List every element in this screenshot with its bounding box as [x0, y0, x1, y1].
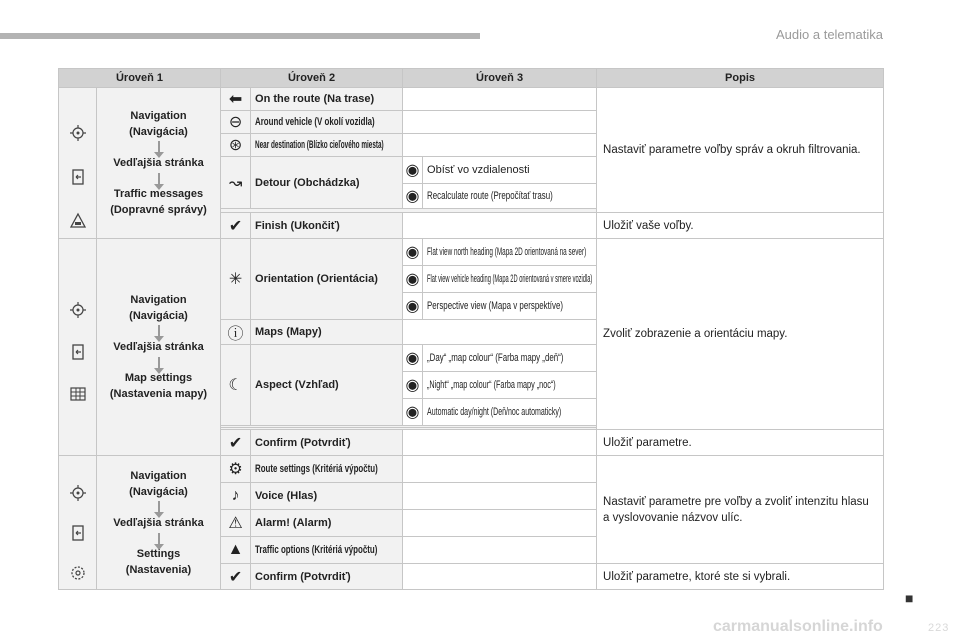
watermark: carmanualsonline.info: [713, 618, 883, 635]
traffic-warning-icon: [69, 212, 87, 230]
down-arrow-icon: [158, 357, 160, 369]
level1-cell: [97, 239, 221, 456]
radio-option-icon[interactable]: ◉: [403, 184, 423, 209]
option-item[interactable]: Recalculate route (Prepočítať trasu): [423, 184, 597, 209]
level1-secondary: Vedľajšia stránka: [113, 157, 204, 169]
level1-submenu-en: Settings: [136, 547, 181, 560]
destination-icon: ⊛: [221, 134, 251, 157]
level1-nav-en: Navigation: [130, 294, 187, 306]
description: Nastaviť parametre pre voľby a zvoliť intenzitu hlasu a vyslovovanie názvov ulíc.: [597, 456, 884, 564]
level1-submenu-en: Traffic messages: [113, 188, 204, 200]
level1-nav-sk: (Navigácia): [129, 485, 188, 498]
level1-secondary: Vedľajšia stránka: [113, 516, 204, 529]
radio-option-icon[interactable]: ◉: [403, 399, 423, 426]
level1-submenu-sk: (Nastavenia): [125, 563, 192, 576]
menu-item[interactable]: Route settings (Kritériá výpočtu): [251, 456, 403, 483]
info-icon: ⓘ: [221, 320, 251, 345]
radio-option-icon[interactable]: ◉: [403, 157, 423, 184]
menu-item[interactable]: Near destination (Blízko cieľového miesta): [251, 134, 403, 157]
radio-option-icon[interactable]: ◉: [403, 372, 423, 399]
option-item[interactable]: „Night“ „map colour“ (Farba mapy „noc“): [423, 372, 597, 399]
level1-icons: [59, 456, 97, 590]
checkmark-icon: ✔: [221, 564, 251, 590]
menu-item[interactable]: Confirm (Potvrdiť): [251, 564, 403, 590]
level1-submenu-sk: (Dopravné správy): [110, 204, 207, 216]
down-arrow-icon: [158, 141, 160, 153]
navigation-target-icon: [69, 484, 87, 502]
description: Uložiť parametre.: [597, 430, 884, 456]
voice-icon: ♪: [221, 483, 251, 510]
menu-item[interactable]: Alarm! (Alarm): [251, 510, 403, 537]
menu-table: [58, 68, 884, 590]
menu-item[interactable]: Around vehicle (V okolí vozidla): [251, 111, 403, 134]
option-item[interactable]: Flat view vehicle heading (Mapa 2D orientovaná v smere vozidla): [423, 266, 597, 293]
top-rule: [0, 33, 480, 39]
map-grid-icon: [69, 385, 87, 403]
column-header: Popis: [597, 69, 884, 88]
route-settings-icon: ⚙: [221, 456, 251, 483]
option-item[interactable]: Automatic day/night (Deň/noc automaticky): [423, 399, 597, 426]
menu-item[interactable]: Orientation (Orientácia): [251, 239, 403, 320]
level1-icons: [59, 239, 97, 456]
level1-nav-en: Navigation: [130, 110, 187, 122]
description: Nastaviť parametre voľby správ a okruh filtrovania.: [597, 88, 884, 213]
back-arrow-icon: [69, 524, 87, 542]
menu-item[interactable]: On the route (Na trase): [251, 88, 403, 111]
option-item[interactable]: Perspective view (Mapa v perspektíve): [423, 293, 597, 320]
level1-icons: [59, 88, 97, 239]
down-arrow-icon: [158, 173, 160, 185]
page-number: 223: [928, 622, 950, 634]
back-arrow-icon: [69, 168, 87, 186]
column-header: Úroveň 2: [221, 69, 403, 88]
back-arrow-icon: [69, 343, 87, 361]
route-icon: ⬅: [221, 88, 251, 111]
radio-option-icon[interactable]: ◉: [403, 239, 423, 266]
table-row: [59, 456, 884, 483]
menu-item[interactable]: Voice (Hlas): [251, 483, 403, 510]
menu-item[interactable]: Aspect (Vzhľad): [251, 345, 403, 426]
down-arrow-icon: [158, 325, 160, 337]
column-header: Úroveň 3: [403, 69, 597, 88]
column-header: Úroveň 1: [59, 69, 221, 88]
menu-item[interactable]: Finish (Ukončiť): [251, 213, 403, 239]
down-arrow-icon: [158, 533, 160, 545]
level1-nav-sk: (Navigácia): [129, 126, 188, 138]
level1-secondary: Vedľajšia stránka: [113, 341, 204, 353]
detour-icon: ↝: [221, 157, 251, 209]
radio-option-icon[interactable]: ◉: [403, 266, 423, 293]
level1-nav-sk: (Navigácia): [129, 310, 188, 322]
checkmark-icon: ✔: [221, 430, 251, 456]
table-header-row: [59, 69, 884, 88]
navigation-target-icon: [69, 301, 87, 319]
corner-marker: ■: [905, 590, 914, 606]
description: Zvoliť zobrazenie a orientáciu mapy.: [597, 239, 884, 430]
menu-item[interactable]: Confirm (Potvrdiť): [251, 430, 403, 456]
radio-option-icon[interactable]: ◉: [403, 345, 423, 372]
option-item[interactable]: Flat view north heading (Mapa 2D orientovaná na sever): [423, 239, 597, 266]
table-row: [59, 239, 884, 266]
level1-submenu-sk: (Nastavenia mapy): [109, 388, 208, 400]
menu-item[interactable]: Maps (Mapy): [251, 320, 403, 345]
down-arrow-icon: [158, 501, 160, 513]
orientation-icon: ✳: [221, 239, 251, 320]
level1-submenu-en: Map settings: [124, 372, 193, 384]
vehicle-icon: ⊖: [221, 111, 251, 134]
chapter-title: Audio a telematika: [776, 27, 883, 42]
settings-gear-icon: [69, 564, 87, 582]
radio-option-icon[interactable]: ◉: [403, 293, 423, 320]
table-row: [59, 88, 884, 111]
menu-item[interactable]: Traffic options (Kritériá výpočtu): [251, 537, 403, 564]
checkmark-icon: ✔: [221, 213, 251, 239]
description: Uložiť parametre, ktoré ste si vybrali.: [597, 564, 884, 590]
level1-cell: [97, 456, 221, 590]
option-item[interactable]: Obísť vo vzdialenosti: [423, 157, 597, 184]
menu-item[interactable]: Detour (Obchádzka): [251, 157, 403, 209]
traffic-options-icon: ▲: [221, 537, 251, 564]
level1-cell: [97, 88, 221, 239]
aspect-icon: ☾: [221, 345, 251, 426]
navigation-target-icon: [69, 124, 87, 142]
option-item[interactable]: „Day“ „map colour“ (Farba mapy „deň“): [423, 345, 597, 372]
description: Uložiť vaše voľby.: [597, 213, 884, 239]
alarm-warning-icon: ⚠: [221, 510, 251, 537]
level1-nav-en: Navigation: [130, 469, 187, 482]
